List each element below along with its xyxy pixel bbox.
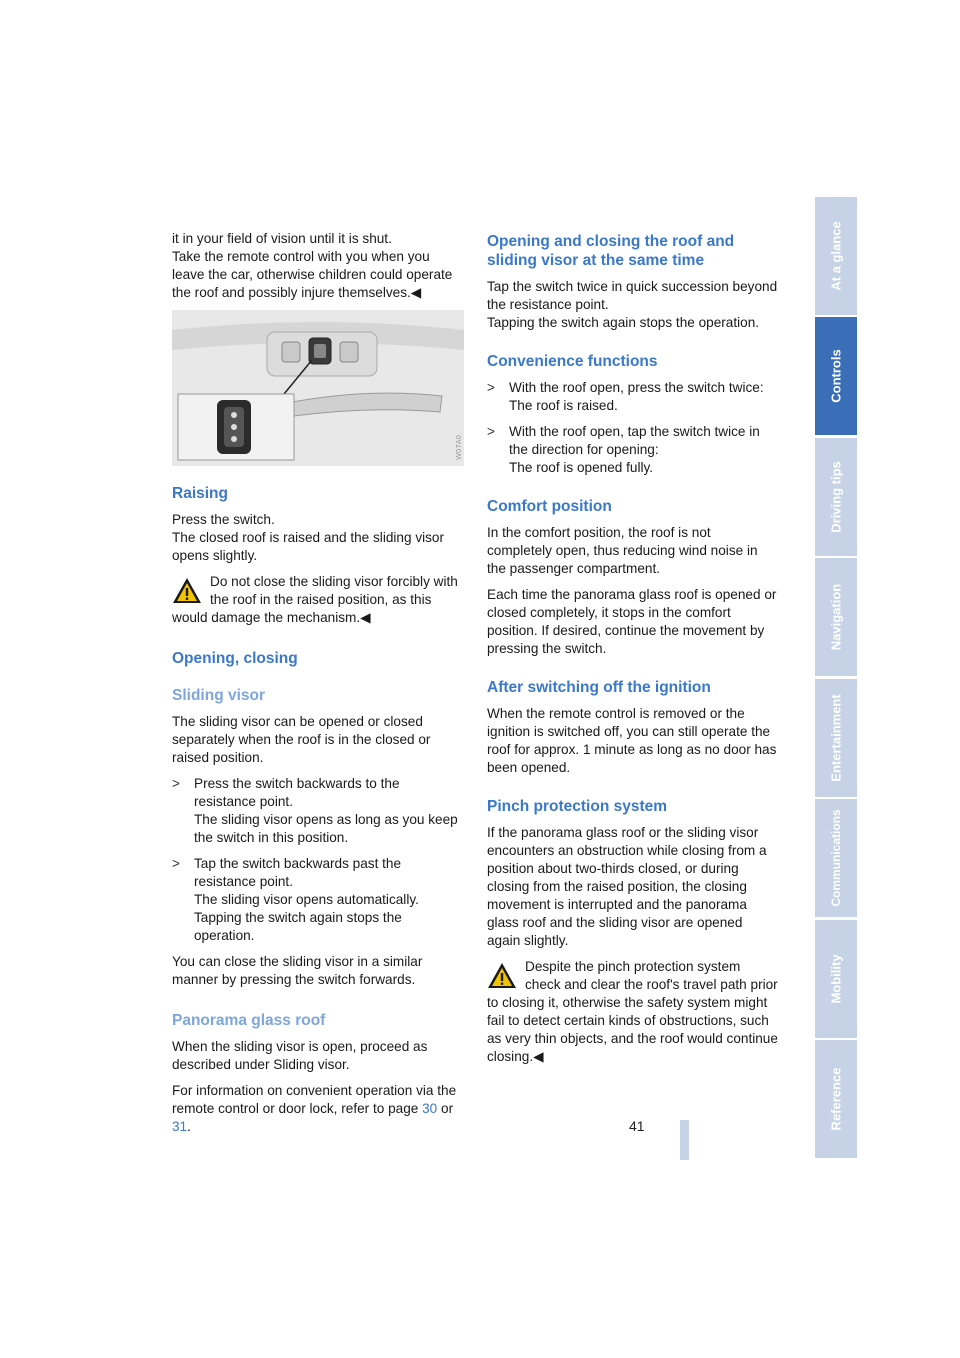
panorama-ref-intro: For information on convenient operation via the remote control or door lock, refer to page [172, 1083, 457, 1116]
raising-heading: Raising [172, 485, 228, 502]
comfort-heading: Comfort position [487, 498, 612, 515]
bullet-marker: > [487, 424, 495, 439]
pinch-text: If the panorama glass roof or the sliding visor encounters an obstruction while closing from a position about two-thirds closed, or during closing from the raised position, the closing movement is interrupted and the panorama glass roof and the sliding visor are opened again slightly. [487, 825, 767, 948]
sliding-visor-bullet-1: Press the switch backwards to the resistance point. The sliding visor opens as long as you keep the switch in this position. [194, 776, 458, 845]
intro-line-2: Take the remote control with you when you leave the car, otherwise children could operate the roof and possibly injure themselves.◀ [172, 249, 453, 300]
comfort-text-1: In the comfort position, the roof is not completely open, thus reducing wind noise in the passenger compartment. [487, 525, 758, 576]
pinch-warning [487, 958, 779, 1066]
comfort-text-2: Each time the panorama glass roof is opened or closed completely, it stops in the comfort position. If desired, continue the movement by pressing the switch. [487, 587, 777, 656]
after-ignition-heading: After switching off the ignition [487, 679, 711, 696]
tab-label: Reference [828, 1067, 844, 1131]
tab-label: Driving tips [828, 461, 844, 533]
pinch-heading: Pinch protection system [487, 798, 668, 815]
same-time-heading: Opening and closing the roof and sliding visor at the same time [487, 233, 735, 269]
pinch-warning-text: Despite the pinch protection system check and clear the roof's travel path prior to closing it, otherwise the safety system might fail to detect certain kinds of obstructions, such as very thin objects, and the roof would continue closing.◀ [487, 959, 778, 1064]
panorama-ref-end: . [187, 1119, 191, 1134]
tab-label: At a glance [828, 221, 844, 291]
page-number: 41 [629, 1118, 645, 1134]
page-link-31[interactable]: 31 [172, 1119, 188, 1134]
raising-warning [172, 573, 464, 627]
panorama-text-1: When the sliding visor is open, proceed as described under Sliding visor. [172, 1039, 428, 1072]
tab-driving-tips[interactable] [815, 438, 857, 556]
same-time-text: Tap the switch twice in quick succession beyond the resistance point. Tapping the switch again stops the operation. [487, 279, 778, 330]
sliding-visor-after: You can close the sliding visor in a similar manner by pressing the switch forwards. [172, 954, 423, 987]
panorama-text-2 [172, 1082, 464, 1136]
chapter-tabs [815, 197, 857, 1160]
convenience-bullet-2: With the roof open, tap the switch twice in the direction for opening: The roof is opened fully. [509, 424, 760, 475]
page-link-30[interactable]: 30 [422, 1101, 438, 1116]
raising-warning-text: Do not close the sliding visor forcibly with the roof in the raised position, as this would damage the mechanism.◀ [172, 574, 458, 625]
tab-label: Entertainment [828, 694, 844, 782]
raising-text: Press the switch. The closed roof is raised and the sliding visor opens slightly. [172, 512, 445, 563]
convenience-heading: Convenience functions [487, 353, 658, 370]
intro-line-1: it in your field of vision until it is shut. [172, 231, 392, 246]
tab-label: Navigation [828, 583, 844, 651]
panorama-heading: Panorama glass roof [172, 1012, 326, 1029]
tab-navigation[interactable] [815, 558, 857, 676]
page-number-bar [680, 1120, 689, 1160]
panorama-ref-or: or [437, 1101, 454, 1116]
tab-label: Controls [828, 349, 844, 403]
tab-label: Mobility [828, 954, 844, 1004]
convenience-bullet-1: With the roof open, press the switch twice: The roof is raised. [509, 380, 764, 413]
tab-communications[interactable] [815, 799, 857, 917]
bullet-marker: > [172, 776, 180, 791]
roof-switch-illustration [172, 310, 464, 466]
tab-entertainment[interactable] [815, 679, 857, 797]
sliding-visor-heading: Sliding visor [172, 687, 266, 704]
tab-label: Communications [829, 809, 843, 907]
roof-switch-drawing [172, 310, 464, 466]
warning-icon [487, 962, 517, 989]
list-item [487, 379, 779, 415]
tab-at-a-glance[interactable] [815, 197, 857, 315]
tab-controls[interactable] [815, 317, 857, 435]
warning-icon [172, 577, 202, 604]
right-column [487, 230, 779, 1074]
tab-mobility[interactable] [815, 920, 857, 1038]
tab-reference[interactable] [815, 1040, 857, 1158]
opening-closing-heading: Opening, closing [172, 650, 298, 667]
after-ignition-text: When the remote control is removed or the ignition is switched off, you can still operate the roof for approx. 1 minute as long as no door has been opened. [487, 706, 777, 775]
list-item [172, 775, 464, 847]
sliding-visor-bullet-2: Tap the switch backwards past the resistance point. The sliding visor opens automatically. Tapping the switch again stops the operation. [194, 856, 419, 943]
sliding-visor-text: The sliding visor can be opened or closed separately when the roof is in the closed or raised position. [172, 714, 431, 765]
list-item [172, 855, 464, 945]
bullet-marker: > [487, 380, 495, 395]
bullet-marker: > [172, 856, 180, 871]
svg-text:W07A0: W07A0 [455, 434, 463, 460]
left-column [172, 230, 464, 1144]
list-item [487, 423, 779, 477]
